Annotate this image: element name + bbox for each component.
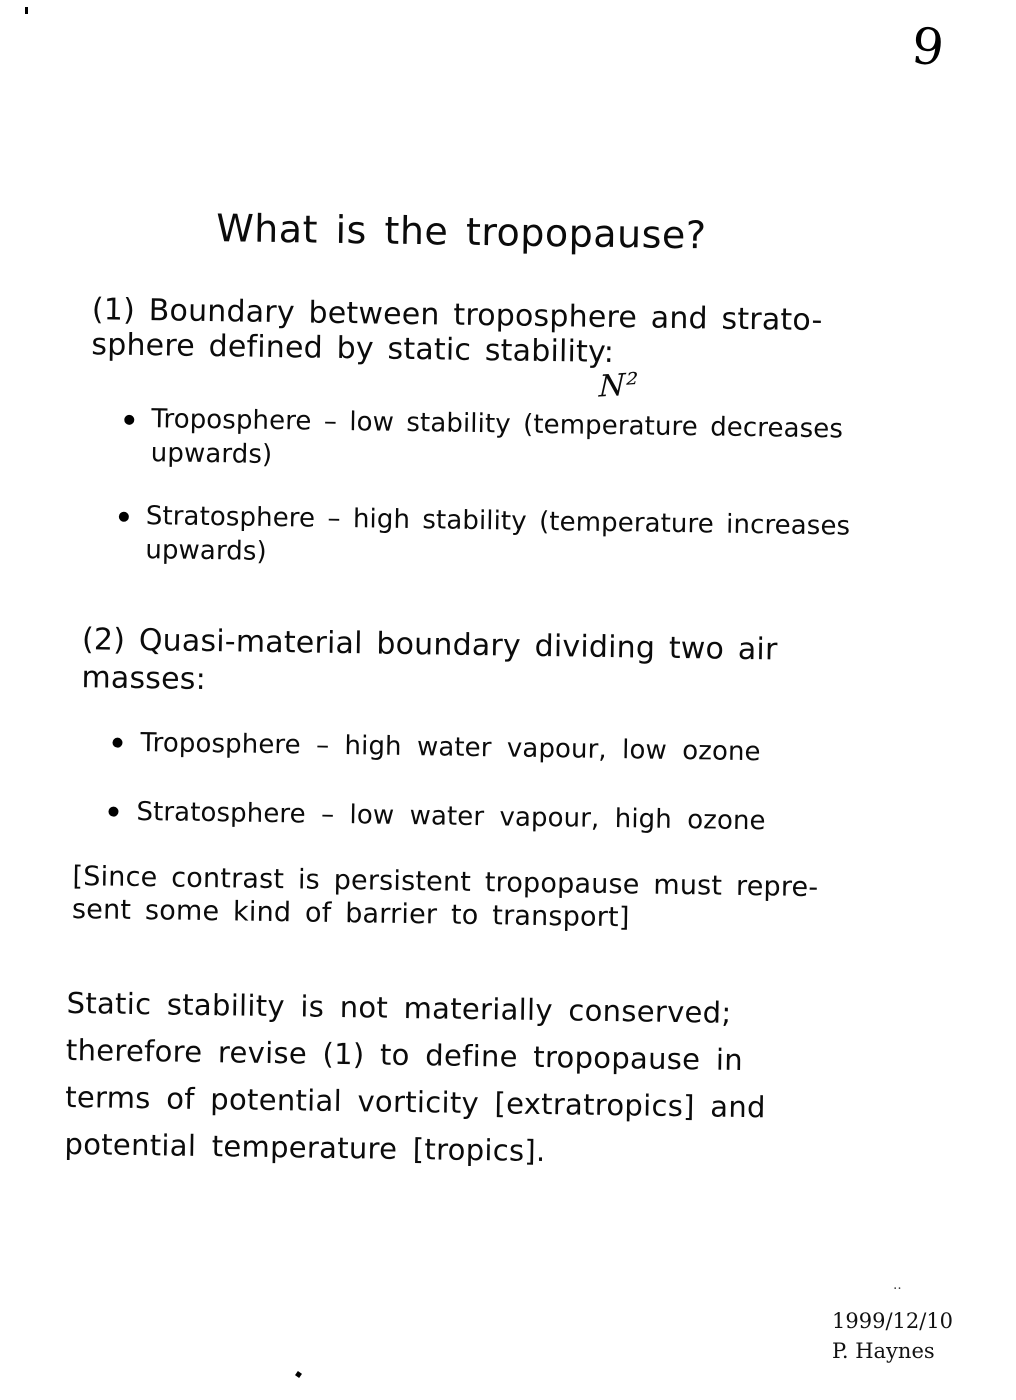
handwritten-page-number: 9: [909, 16, 947, 78]
bullet-dot: [124, 415, 134, 425]
footer-date: 1999/12/10: [832, 1309, 954, 1333]
section-2-bullet-stratosphere: Stratosphere – low water vapour, high ozone: [136, 796, 766, 837]
page-title: What is the tropopause?: [215, 206, 707, 258]
section-1-bullet-troposphere: Troposphere – low stability (temperature decreases upwards): [150, 404, 844, 471]
handwritten-n2-annotation: N²: [598, 366, 640, 405]
bullet-dot: [112, 738, 122, 748]
section-2-heading: (2) Quasi-material boundary dividing two air masses:: [81, 622, 778, 697]
section-1-bullet-stratosphere: Stratosphere – high stability (temperature increases upwards): [145, 501, 851, 568]
bullet-dot: [119, 512, 129, 522]
bullet-dot: [108, 807, 118, 817]
section-2-bullet-troposphere: Troposphere – high water vapour, low ozone: [140, 728, 761, 768]
closing-paragraph: Static stability is not materially conserved; therefore revise (1) to define tropopause in terms of potential vorticity [extratropics] and potential temperature [tropics].: [64, 985, 767, 1168]
section-1-heading: (1) Boundary between troposphere and strato- sphere defined by static stability:: [91, 292, 823, 370]
footer-credit: [832, 1306, 1002, 1367]
footer-author: P. Haynes: [832, 1339, 935, 1364]
bracketed-note: [Since contrast is persistent tropopause must repre- sent some kind of barrier to transport]: [71, 861, 819, 934]
scan-tick-marks: ‥: [893, 1278, 904, 1293]
